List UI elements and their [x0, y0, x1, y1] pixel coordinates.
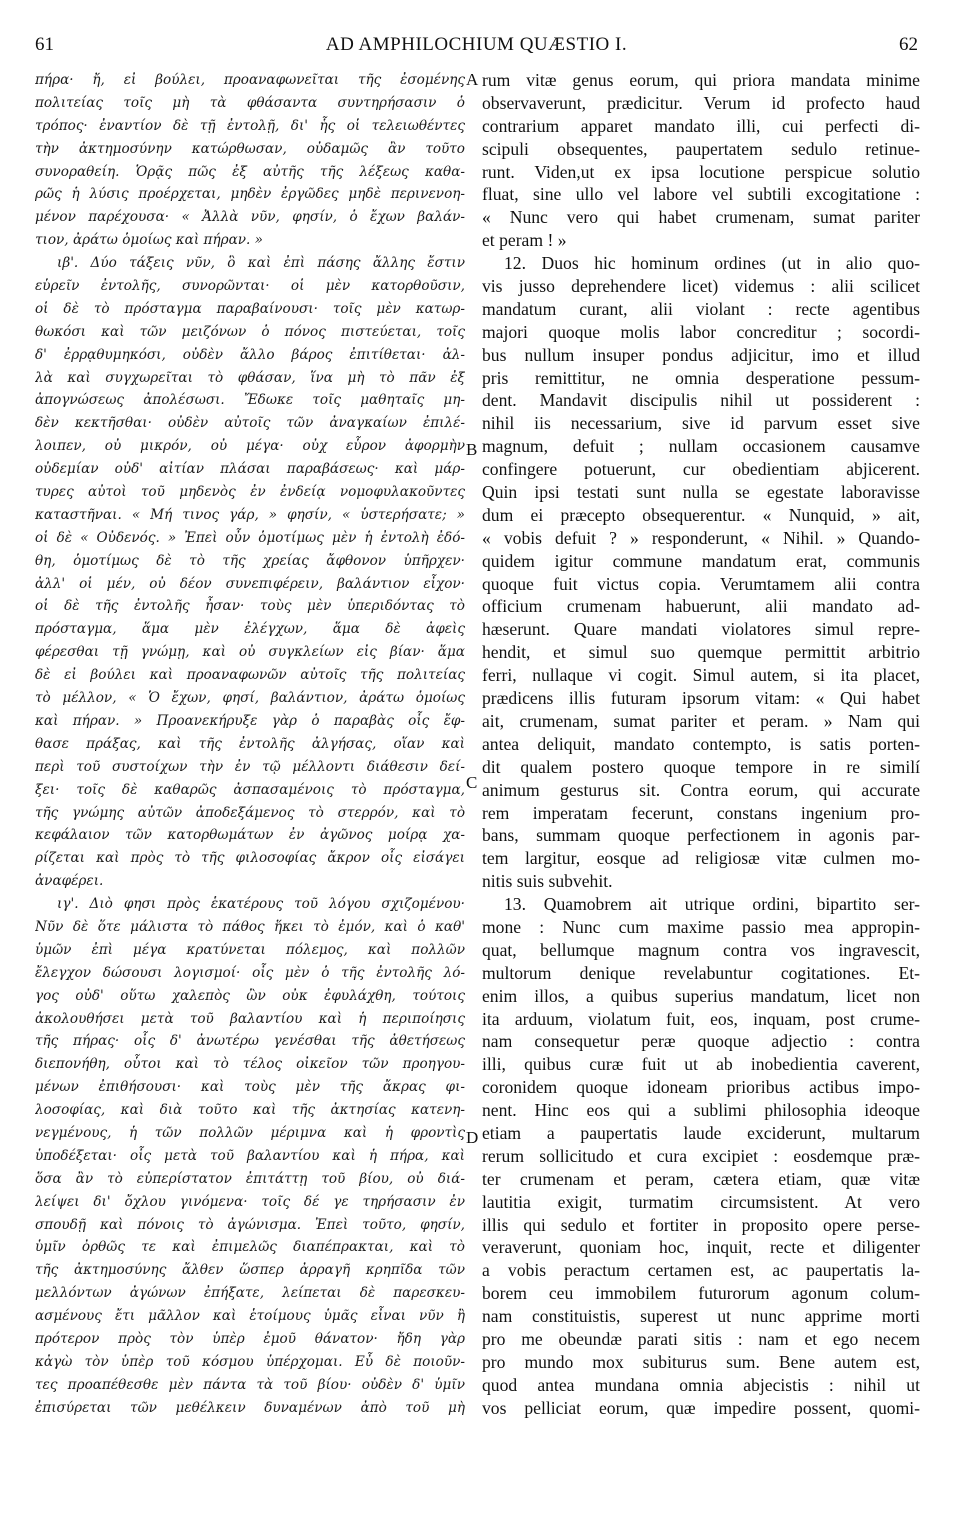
latin-text-line: vos pelliciat eorum, quæ impedire possent, quomi-: [482, 1397, 920, 1418]
latin-text-line: ita arduum, violatum fuit, eos, inquam, post crume-: [482, 1008, 920, 1029]
margin-marker-b: B: [466, 440, 478, 459]
greek-text-line: λοιπεν, οὐ μικρόν, οὐ μέγα· οὐχ εὗρον ἀφορμὴν: [35, 438, 465, 455]
margin-marker-a: A: [466, 70, 479, 89]
greek-text-line: ιβ'. Δύο τάξεις νῦν, ὃ καὶ ἐπὶ πάσης ἄλλης ἔστιν: [57, 255, 465, 272]
greek-text-line: τυρες αὐτοὶ τοῦ μηδενὸς ἐν ἐνδείᾳ νομοφυλακοῦντες: [35, 484, 465, 501]
latin-text-line: nitis suis subvehit.: [482, 871, 613, 892]
greek-text-line: τῆς ἀκτημοσύνης ἄλθεν ὥσπερ ἀρραγῆ κρηπῖδα τῶν: [35, 1262, 465, 1279]
greek-text-line: τὴν ἀκτημοσύνην κατώρθωσαν, οὐδαμῶς ἂν τοῦτο: [35, 140, 465, 157]
latin-text-line: nihil iis necessarium, sive id parvum esset sive: [482, 413, 920, 434]
latin-text-line: Quin ipsi testati sunt nulla se egestate laboravisse: [482, 482, 920, 503]
latin-text-line: nam consequetur peræ quoque adjectio : contra: [482, 1031, 920, 1052]
greek-text-line: νεγμένους, ἡ τῶν πολλῶν μέριμνα καὶ ἡ φροντὶς: [35, 1124, 465, 1141]
greek-text-line: ρῶς ἡ λύσις προέρχεται, μηδὲν ἐργῶδες μηδὲ περινενοη-: [35, 186, 465, 203]
latin-text-line: runt. Viden,ut ex ipsa locutione perspicue solutio: [482, 161, 920, 182]
latin-text-line: vis jusso deprehendere licet) videmus : alii scilicet: [482, 276, 920, 297]
greek-text-line: ἀπογνώσεως ἀπολέσωσι. Ἔδωκε τοῖς μαθηταῖς μη-: [35, 392, 465, 409]
greek-text-line: οἱ δὲ τῆς ἐντολῆς ἦσαν· τοὺς μὲν ὑπεριδόντας τὸ: [35, 598, 465, 615]
page-number-left: 61: [35, 34, 54, 55]
latin-text-line: hæserunt. Quare mandati violatores simul repre-: [482, 619, 920, 640]
latin-text-line: illi, quibus curæ fuit ut ab inobedientia caverent,: [482, 1054, 920, 1075]
latin-text-line: contrarium apparet mandato illi, cui perfecti di-: [482, 115, 920, 136]
latin-text-line: pro mundo mox subiturus sum. Bene autem est,: [482, 1351, 920, 1372]
latin-text-line: observaverunt, prædicitur. Verum id profecto haud: [482, 92, 920, 113]
latin-text-line: mandatum curant, alii violant : recte agentibus: [482, 298, 920, 319]
latin-text-line: « Nunc vero qui habet crumenam, sumat pariter: [482, 207, 920, 228]
latin-text-line: multorum denique revelabuntur cogitationes. Et-: [482, 962, 920, 983]
greek-text-line: συνοραθείη. Ὁρᾷς πῶς ἐξ αὐτῆς τῆς λέξεως καθα-: [35, 163, 465, 180]
greek-text-line: δὲν κεκτῆσθαι· οὐδὲν αὐτοῖς τῶν ἀναγκαίων ἐπιλέ-: [35, 415, 465, 432]
greek-text-line: λείψει δι' ὄχλου γινόμενα· τοῖς δέ γε τηρήσασιν ἐν: [35, 1193, 465, 1210]
latin-text-line: borem ceu immobilem futurorum agonum colum-: [482, 1283, 920, 1304]
greek-text-line: μελλόντων ἀγώνων ἐπήξατε, λείπεται δὲ παρεσκευ-: [35, 1285, 465, 1302]
greek-text-line: ἀκολουθήσει μετὰ τοῦ βαλαντίου καὶ ἡ περιποίησις: [35, 1010, 465, 1027]
greek-text-line: εὑρεῖν ἐντολῆς, συνορῶνται· οἱ μὲν κατορθοῦσιν,: [35, 278, 465, 295]
greek-text-line: καταστῆναι. « Μή τινος γάρ, » φησίν, « ὑστερήσατε; »: [35, 506, 465, 523]
latin-text-line: animum gesturus sit. Contra eorum, qui accurate: [482, 779, 920, 800]
greek-text-line: ὑποδέξεται· οἷς μετὰ τοῦ βαλαντίου καὶ ἡ πήρα, καὶ: [35, 1147, 465, 1164]
greek-text-line: ἀναφέρει.: [35, 873, 104, 890]
latin-text-line: fluat, sine ullo vel labore vel subtili excogitatione :: [482, 184, 920, 205]
greek-text-line: θη, ὁμοτίμως δὲ τὸ τῆς χρείας ἄφθονον ὑπῆρχεν·: [35, 552, 465, 569]
greek-text-line: τῆς γνώμης αὐτῶν ἀποδεξάμενος τὸ στερρόν, καὶ τὸ: [35, 804, 465, 821]
latin-text-line: nam constituistis, superest ut nunc apprime morti: [482, 1306, 920, 1327]
greek-text-line: πρόσταγμα, ἅμα μὲν ἐλέγχων, ἅμα δὲ ἀφεὶς: [35, 621, 465, 638]
latin-text-line: prædicens illis futuram ipsorum vitam: « Qui habet: [482, 688, 920, 709]
greek-text-line: πρότερον πρὸς τὸν ὑπὲρ ἐμοῦ θάνατον· ἤδη γὰρ: [35, 1330, 465, 1347]
greek-text-line: ἐπισύρεται τῶν μεθέλκειν δυναμένων ἀπὸ τοῦ μὴ: [35, 1399, 465, 1416]
latin-text-line: etiam a paupertatis laude exciderunt, multarum: [482, 1122, 920, 1143]
latin-text-line: rum vitæ genus eorum, qui priora mandata minime: [482, 70, 920, 90]
latin-text-line: « vobis defuit ? » responderunt, « Nihil. » Quando-: [482, 527, 920, 548]
greek-text-line: ρίζεται καὶ πρὸς τὸ τῆς φιλοσοφίας ἄκρον οἷς εἰσάγει: [35, 850, 465, 867]
latin-text-line: ferri, nullaque vi cogit. Simul autem, si ita placet,: [482, 665, 920, 686]
latin-text-line: antea deliquit, mandato contempto, is satis porten-: [482, 733, 920, 754]
latin-text-line: quoque fuit victus copia. Verumtamem alii contra: [482, 573, 920, 594]
margin-marker-c: C: [466, 773, 478, 792]
latin-text-line: et peram ! »: [482, 230, 567, 251]
greek-text-line: κἀγὼ τὸν ὑπὲρ τοῦ κόσμου ὑπέρχομαι. Εὖ δὲ ποιοῦν-: [35, 1353, 465, 1370]
greek-text-line: μένον παρέχουσα· « Ἀλλὰ νῦν, φησίν, ὁ ἔχων βαλάν-: [35, 209, 465, 226]
latin-text-line: 13. Quamobrem ait utrique ordini, bipartito ser-: [504, 894, 920, 915]
greek-text-line: ιγ'. Διὸ φησι πρὸς ἑκατέρους τοῦ λόγου σχιζομένου·: [57, 896, 465, 913]
latin-text-line: majori quoque molis labor concreditur ; socordi-: [482, 321, 920, 342]
greek-text-line: οἱ δὲ τὸ πρόσταγμα παραβαίνουσι· τοῖς μὲν κατωρ-: [35, 300, 465, 317]
greek-text-line: ξει· τοῖς δὲ καθαρῶς ἀσπασαμένοις τὸ πρόσταγμα,: [35, 781, 465, 798]
greek-text-line: ἔλεγχον δώσουσι λογισμοί· οἷς μὲν ὁ τῆς ἐντολῆς λό-: [35, 964, 465, 981]
greek-text-line: οὐδεμίαν οὐδ' αἰτίαν πλάσαι παραβάσεως· καὶ μάρ-: [35, 461, 465, 478]
greek-text-line: φέρεσθαι τῇ γνώμῃ, καὶ οὐ συγκλείων εἰς βίαν· ἅμα: [35, 644, 465, 661]
greek-text-line: ἀλλ' οἱ μέν, οὐ δέον συνεπιφέρειν, βαλάντιον εἶχον·: [35, 575, 465, 592]
latin-text-line: quod antea mundana omnia abjecistis : nihil ut: [482, 1374, 920, 1395]
greek-text-line: λοσοφίας, καὶ διὰ τοῦτο καὶ τῆς ἀκτησίας κατενη-: [35, 1102, 465, 1119]
latin-text-line: quidem igitur commune mandatum erat, communis: [482, 550, 920, 571]
greek-text-line: δὲ εἰ βούλει καὶ προαναφωνῶν αὐτοῖς τῆς πολιτείας: [35, 667, 465, 684]
latin-text-line: ter crumenam et peram, cætera etiam, quæ vitæ: [482, 1168, 920, 1189]
latin-text-line: officium crumenam habuerunt, alii mandato ad-: [482, 596, 920, 617]
latin-text-line: enim illos, a quibus superius mandatum, licet non: [482, 985, 920, 1006]
margin-marker-d: D: [466, 1128, 479, 1147]
greek-text-line: οἱ δὲ « Οὐδενός. » Ἐπεὶ οὖν ὁμοτίμως μὲν ἡ ἐντολὴ ἐδό-: [35, 529, 465, 546]
latin-text-line: pris remittitur, ne omnia desperatione pessum-: [482, 367, 920, 388]
latin-text-line: scipuli obsequentes, paupertatem sedulo retinue-: [482, 138, 920, 159]
latin-text-line: hendit, et simul suo quemque permittit arbitrio: [482, 642, 920, 663]
page-number-right: 62: [899, 34, 918, 55]
latin-text-line: 12. Duos hic hominum ordines (ut in alio quo-: [504, 253, 920, 274]
latin-text-line: mone : Nunc cum maxime passio mea appropin-: [482, 916, 920, 937]
latin-text-line: a vobis peractum certamen est, ac paupertatis la-: [482, 1260, 920, 1281]
greek-text-line: θασε πράξας, καὶ τῆς ἐντολῆς ἀλγήσας, οἵαν καὶ: [35, 735, 465, 752]
greek-text-line: διεπονήθη, οὗτοι καὶ τὸ τέλος οἰκεῖον τῶν προηγου-: [35, 1056, 465, 1073]
latin-text-line: quat, bellumque magnum contra vos ingravescit,: [482, 939, 920, 960]
greek-text-line: ασμένους ἔτι μᾶλλον καὶ ἑτοίμους ὑμᾶς εἶναι νῦν ἢ: [35, 1308, 465, 1325]
greek-text-line: τῆς πήρας· οἷς δ' ἀνωτέρω γενέσθαι τῆς ἀθετήσεως: [35, 1033, 465, 1050]
running-header: [35, 34, 918, 58]
greek-text-column: [35, 69, 465, 1420]
latin-text-line: dent. Mandavit discipulis nihil ut possiderent :: [482, 390, 920, 411]
latin-text-line: veraverunt, quoniam hoc, inquit, recte et diligenter: [482, 1237, 920, 1258]
latin-text-line: rem imperatam fecerunt, constans ingenium pro-: [482, 802, 920, 823]
latin-text-line: confingere potuerunt, cur obedientiam abjicerent.: [482, 459, 920, 480]
greek-text-line: κεφάλαιον τῶν κατορθωμάτων ἐν ἀγῶνος μοίρᾳ χα-: [35, 827, 465, 844]
latin-text-line: dum ei præcepto obsequerentur. « Nunquid, » ait,: [482, 504, 920, 525]
greek-text-line: λὰ καὶ συγχωρεῖται τὸ φθάσαν, ἵνα μὴ τὸ πᾶν ἐξ: [35, 369, 465, 386]
greek-text-line: τες προαπέθεσθε μὲν πάντα τὰ τοῦ βίου· οὐδὲν δ' ὑμῖν: [35, 1376, 465, 1393]
greek-text-line: πήρα· ἤ, εἰ βούλει, προαναφωνεῖται τῆς ἐσομένης: [35, 72, 465, 88]
greek-text-line: ὑμῶν ἐπὶ μέγα κρατύνεται πόλεμος, καὶ πολλῶν: [35, 941, 465, 958]
greek-text-line: τιον, ἀράτω ὁμοίως καὶ πήραν. »: [35, 232, 263, 249]
latin-text-line: ait, crumenam, sumat pariter et peram. » Nam qui: [482, 710, 920, 731]
greek-text-line: ὑμῖν ὀρθῶς τε καὶ ἐπιμελῶς διαπέπρακται, καὶ τὸ: [35, 1239, 465, 1256]
latin-text-line: bans, summam quoque perfectionem in agonis par-: [482, 825, 920, 846]
latin-text-line: pro me obeundæ parati sitis : nam et ego necem: [482, 1328, 920, 1349]
greek-text-line: θωκόσι καὶ τῶν μειζόνων ὁ πόνος πιστεύεται, τοῖς: [35, 323, 465, 340]
greek-text-line: ὅσα ἂν τὸ εὐπερίστατον ἐπιτάττῃ τοῦ βίου, οὐ διά-: [35, 1170, 465, 1187]
latin-text-line: coronidem quoque idoneam prioribus actibus impo-: [482, 1077, 920, 1098]
latin-text-line: illis qui sedulo et fortiter in proposito opere perse-: [482, 1214, 920, 1235]
latin-text-line: dit qualem postero quoque tempore in re similí: [482, 756, 920, 777]
greek-text-line: γος οὐδ' οὕτω χαλεπὸς ὢν οὐκ ἐφυλάχθη, τούτοις: [35, 987, 465, 1004]
running-title: AD AMPHILOCHIUM QUÆSTIO I.: [325, 34, 628, 55]
latin-text-line: magnum, defuit ; nullam occasionem causamve: [482, 436, 920, 457]
greek-text-line: σπουδῇ καὶ πόνοις τὸ ἀγώνισμα. Ἐπεὶ τοῦτο, φησίν,: [35, 1216, 465, 1233]
latin-text-line: tem largitur, eosque ad religiosæ vitæ culmen mo-: [482, 848, 920, 869]
latin-text-line: rerum sollicitudo et cura excipiet : eosdemque præ-: [482, 1145, 920, 1166]
latin-text-line: nent. Hinc eos qui a sublimi philosophia ideoque: [482, 1100, 920, 1121]
greek-text-line: πολιτείας τοῖς μὴ τὰ φθάσαντα συντηρήσασιν ὁ: [35, 94, 465, 111]
greek-text-line: τρόπος· ἐναντίον δὲ τῇ ἐντολῇ, δι' ἧς οἱ τελειωθέντες: [35, 117, 465, 134]
greek-text-line: δ' ἐρρᾳθυμηκόσι, οὐδὲν ἄλλο βάρος ἐπιτίθεται· ἀλ-: [35, 346, 465, 363]
greek-text-line: περὶ τοῦ συστοίχων τὴν ἐν τῷ μέλλοντι διάθεσιν δεί-: [35, 758, 465, 775]
greek-text-line: καὶ πήραν. » Προανεκήρυξε γὰρ ὁ παραβὰς οἷς ἔφ-: [35, 712, 465, 729]
latin-text-line: lautitia exigit, turmatim circumsistent. At vero: [482, 1191, 920, 1212]
greek-text-line: μένων ἐπιθήσουσι· καὶ τοὺς μὲν τῆς ἄκρας φι-: [35, 1079, 465, 1096]
greek-text-line: Νῦν δὲ ὅτε μάλιστα τὸ πάθος ἥκει τὸ ἐμόν, καὶ ὁ καθ': [35, 918, 465, 935]
latin-text-column: [482, 69, 920, 1420]
latin-text-line: bus nullum insuper pondus adjicitur, imo et illud: [482, 344, 920, 365]
greek-text-line: τὸ μέλλον, « Ὁ ἔχων, φησί, βαλάντιον, ἀράτω ὁμοίως: [35, 690, 465, 707]
